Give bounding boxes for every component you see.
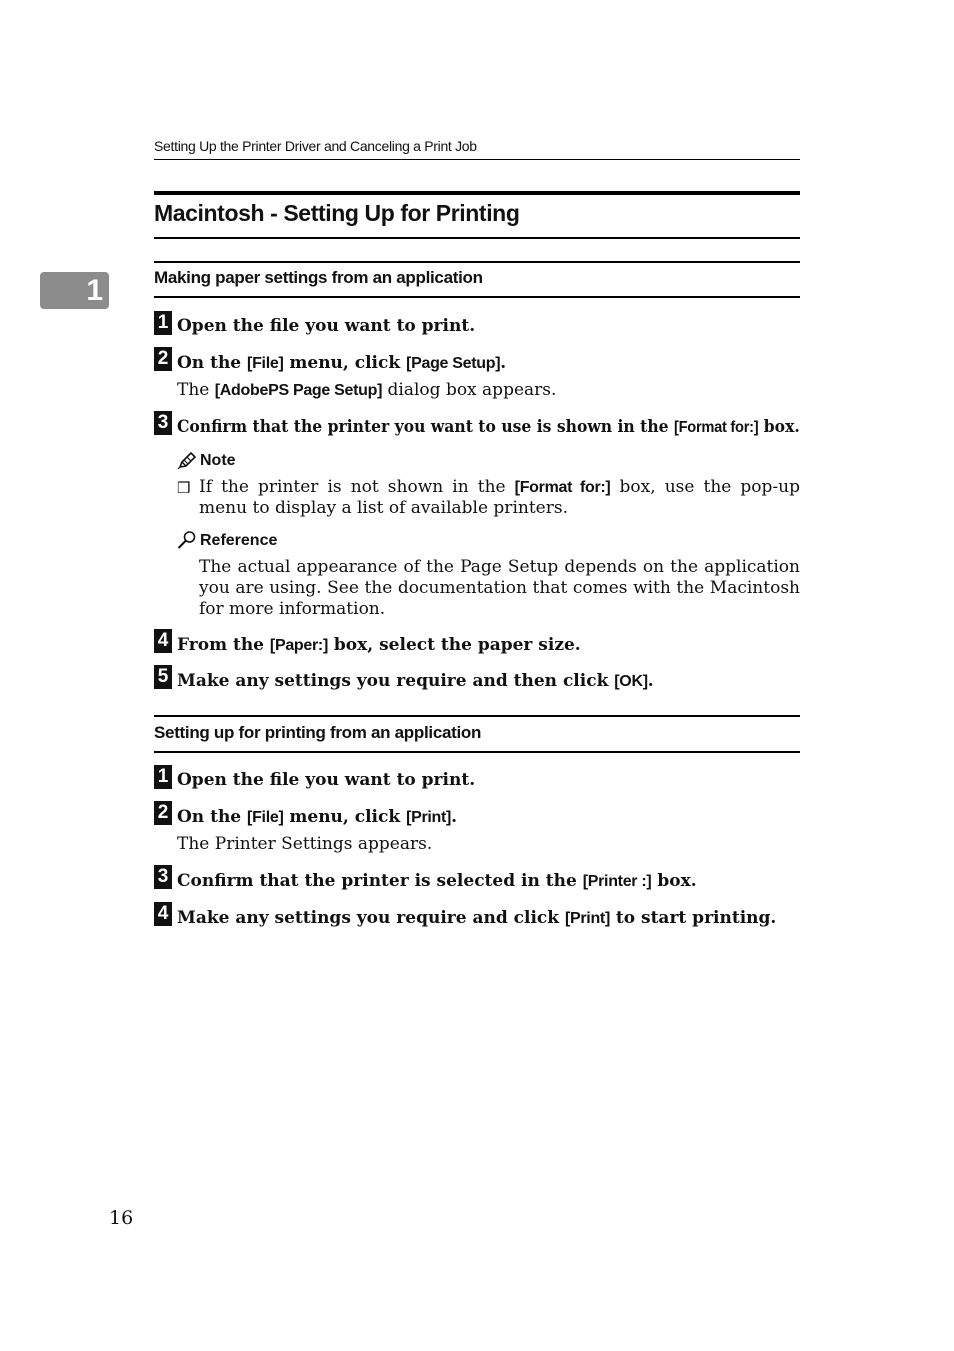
step-number: 3: [154, 865, 172, 889]
page-title: Macintosh - Setting Up for Printing: [154, 200, 520, 226]
running-header: [154, 138, 800, 160]
ui-label: [OK]: [614, 673, 648, 690]
step-number: 1: [154, 765, 172, 789]
ui-label: [Format for:]: [514, 479, 611, 496]
section-2-bottom-rule: [154, 751, 800, 753]
running-header-text: Setting Up the Printer Driver and Canceling a Print Job: [154, 138, 477, 154]
section-1-bottom-rule: [154, 296, 800, 298]
step-result: The [AdobePS Page Setup] dialog box appears.: [177, 380, 557, 400]
step-instruction: Confirm that the printer is selected in the [Printer :] box.: [177, 871, 697, 891]
step-instruction: On the [File] menu, click [Print].: [177, 807, 458, 827]
section-2-top-rule: [154, 715, 800, 717]
step-instruction: Open the file you want to print.: [177, 770, 476, 790]
ui-label: [Print]: [406, 809, 452, 826]
reference-text: The actual appearance of the Page Setup depends on the application you are using. See the documentation that comes with the Macintosh for more information.: [199, 557, 800, 619]
pencil-icon: [177, 452, 197, 470]
step-number: 5: [154, 665, 172, 689]
step-instruction: Open the file you want to print.: [177, 316, 476, 336]
section-2-heading: Setting up for printing from an application: [154, 723, 482, 742]
section-1-heading: Making paper settings from an application: [154, 268, 483, 287]
step-instruction: Confirm that the printer you want to use is shown in the [Format for:] box.: [177, 417, 800, 437]
step-instruction: From the [Paper:] box, select the paper size.: [177, 635, 581, 655]
step-instruction: Make any settings you require and then click [OK].: [177, 671, 654, 691]
magnifier-icon: [177, 530, 197, 550]
step-number: 4: [154, 902, 172, 926]
ui-label: [Print]: [564, 910, 610, 927]
step-number: 4: [154, 629, 172, 653]
step-instruction: On the [File] menu, click [Page Setup].: [177, 353, 507, 373]
step-number: 3: [154, 411, 172, 435]
ui-label: [Format for:]: [673, 419, 759, 436]
note-item: ❒ If the printer is not shown in the [Format for:] box, use the pop-up menu to display a list of available printers.: [177, 477, 800, 518]
step-number: 2: [154, 801, 172, 825]
ui-label: [File]: [247, 355, 284, 372]
step-result: The Printer Settings appears.: [177, 834, 433, 854]
title-top-rule: [154, 191, 800, 195]
ui-label: [File]: [247, 809, 284, 826]
page-number: 16: [109, 1207, 134, 1229]
title-bottom-rule: [154, 237, 800, 239]
note-heading: Note: [177, 452, 236, 470]
ui-label: [Page Setup]: [406, 355, 501, 372]
step-number: 2: [154, 347, 172, 371]
chapter-tab: 1: [40, 272, 109, 309]
section-1-top-rule: [154, 261, 800, 263]
ui-label: [AdobePS Page Setup]: [214, 382, 383, 399]
ui-label: [Printer :]: [582, 873, 652, 890]
checkbox-bullet-icon: ❒: [177, 479, 191, 497]
step-number: 1: [154, 311, 172, 335]
ui-label: [Paper:]: [269, 637, 328, 654]
step-instruction: Make any settings you require and click [Print] to start printing.: [177, 908, 777, 928]
reference-heading: Reference: [177, 530, 277, 550]
